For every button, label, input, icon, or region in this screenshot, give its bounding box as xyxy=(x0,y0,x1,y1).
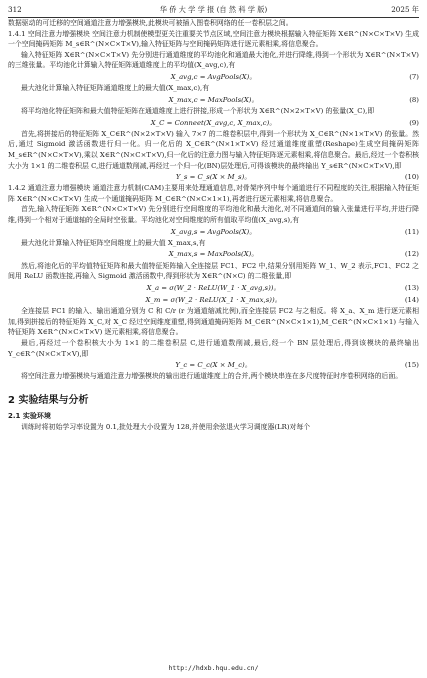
paragraph: 输入特征矩阵 X∈R^(N×C×T×V) 先分别进行通道维度的平均池化和通道最大池化,并进行降维,得到一个形状为 X∈R^(N×T×V) 的三维张量。平均池化计算输入特征矩阵通道维度上的平均值(X_avg,c),有 xyxy=(8,50,419,70)
paragraph: 全连接层 FC1 的输入、输出通道分别为 C 和 C/r (r 为通道缩减比例),而全连接层 FC2 与之相反。将 X_a、X_m 进行逐元素相加,得到拼接后的特征矩阵 X_C,对 X_C 经过空间维度重塑,得到通道掩码矩阵 M_C∈R^(N×C×1×1),M_C∈R^(N×C×1×1) 与输入特征矩阵 X∈R^(N×C×T×V) 逐元素相乘,将信息聚合。 xyxy=(8,307,419,337)
equation-number: (15) xyxy=(404,361,419,370)
equation-number: (10) xyxy=(404,173,419,182)
equation-formula: X_avg,s = AvgPools(X)。 xyxy=(170,227,257,236)
equation-number: (11) xyxy=(404,227,419,236)
subsection-heading: 2.1 实验环境 xyxy=(8,411,51,420)
subsection-channel-attention: 1.4.2 通道注意力增强模块 通道注意力机制(CAM)主要用来处理通道信息,对骨架序列中每个通道进行不同程度的关注,根据输入特征矩阵 X∈R^(N×C×T×V) 生成一个通道掩码矩阵 M_C∈R^(N×C×1×1),再者进行逐元素相乘,将信息聚合。 xyxy=(8,184,419,203)
equation-number: (7) xyxy=(409,72,419,81)
paragraph: 首先,将拼接后的特征矩阵 X_C∈R^(N×2×T×V) 输入 7×7 的二维卷积层中,得到一个形状为 X_C∈R^(N×1×T×V) 的张量。然后,通过 Sigmoid 激活函数进行归一化。归一化后的 X_C∈R^(N×1×T×V) 经过通道维度重塑(Reshape)生成空间掩码矩阵 M_s∈R^(N×C×T×V),乘以 X∈R^(N×C×T×V),归一化后的注意力图与输入特征矩阵逐元素相乘,将信息聚合。最后,经过一个卷积核大小为 1×1 的二维卷积层 C,进行通道数削减,再经过一个归一化(BN)层处理后,可得该模块的最终输出 Y_s∈R^(N×C×T×V),即 xyxy=(8,129,420,170)
equation-12 xyxy=(8,248,419,260)
publication-year: 2025 年 xyxy=(391,5,419,14)
equation-15 xyxy=(8,359,419,371)
equation-number: (9) xyxy=(409,118,419,127)
paragraph: 数据驱动的可迁移的空间通道注意力增强模块,此模块可被插入图卷积网络的任一卷积层之间。 xyxy=(8,19,293,27)
equation-number: (14) xyxy=(404,296,419,304)
paragraph: 将空间注意力增强模块与通道注意力增强模块的输出进行通道维度上的合并,两个模块串连在多尺度特征时序卷积网络的后面。 xyxy=(21,372,403,381)
equation-formula: Y_c = C_c(X × M_c)。 xyxy=(175,361,252,370)
equation-13 xyxy=(8,282,419,294)
equation-formula: X_avg,c = AvgPools(X)。 xyxy=(170,72,257,81)
paragraph: 然后,将池化后的平均值特征矩阵和最大值特征矩阵输入全连接层 FC1、FC2 中,结果分别用矩阵 W_1、W_2 表示,FC1、FC2 之间用 ReLU 函数连接,再输入 Sigmoid 激活函数中,得到形状为 X∈R^(N×C) 的二维张量,即 xyxy=(8,261,419,281)
equation-14 xyxy=(8,294,419,306)
page-number: 312 xyxy=(8,5,22,14)
paragraph: 最大池化计算输入特征矩阵空间维度上的最大值 X_max,s,有 xyxy=(21,238,206,247)
paragraph: 将平均池化特征矩阵和最大值特征矩阵在通道维度上进行拼接,形成一个形状为 X∈R^(N×2×T×V) 的张量(X_C),即 xyxy=(21,106,375,115)
equation-number: (12) xyxy=(404,250,419,259)
equation-10 xyxy=(8,171,419,183)
paragraph: 首先,输入特征矩阵 X∈R^(N×C×T×V) 先分别进行空间维度的平均池化和最大池化,对不同通道间的输入张量进行平均,并进行降维,得到一个相对于通道轴的全局时空张量。平均池化对空间维度的所有值取平均值(X_avg,s),有 xyxy=(8,205,419,225)
equation-7 xyxy=(8,71,419,83)
equation-11 xyxy=(8,226,419,238)
equation-formula: X_m = σ(W_2 · ReLU(X_1 · X_max,s))。 xyxy=(145,296,282,304)
section-heading: 2 实验结果与分析 xyxy=(8,394,89,406)
paragraph: 训练时将初始学习率设置为 0.1,批处理大小设置为 128,并使用余弦退火学习调度器(LR)对每个 xyxy=(21,422,311,431)
equation-formula: X_C = Conneet(X_avg,c, X_max,c)。 xyxy=(150,118,277,127)
equation-9 xyxy=(8,117,419,129)
equation-number: (8) xyxy=(409,95,419,104)
equation-formula: Y_s = C_s(X × M_s)。 xyxy=(175,173,252,182)
paragraph: 最后,再经过一个卷积核大小为 1×1 的二维卷积层 C,进行通道数削减,最后,经一个 BN 层处理后,得到该模块的最终输出 Y_c∈R^(N×C×T×V),即 xyxy=(8,338,419,358)
journal-name: 华 侨 大 学 学 报 (自 然 科 学 版) xyxy=(159,5,268,14)
equation-8 xyxy=(8,94,419,106)
running-header xyxy=(8,3,419,18)
equation-formula: X_max,c = MaxPools(X)。 xyxy=(168,95,259,104)
paragraph: 最大池化计算输入特征矩阵通道维度上的最大值(X_max,c),有 xyxy=(21,84,210,93)
equation-number: (13) xyxy=(404,283,419,292)
journal-url: http://hdxb.hqu.edu.cn/ xyxy=(168,664,259,672)
equation-formula: X_a = σ(W_2 · ReLU(W_1 · X_avg,s))。 xyxy=(146,283,281,292)
article-body xyxy=(8,18,419,432)
subsection-spatial-attention: 1.4.1 空间注意力增强模块 空间注意力机制使模型更关注重要关节点区域,空间注意力模块根据输入特征矩阵 X∈R^(N×C×T×V) 生成一个空间掩码矩阵 M_s∈R^(N×C×T×V),输入特征矩阵与空间掩码矩阵进行逐元素相乘,将信息聚合。 xyxy=(8,29,419,49)
equation-formula: X_max,s = MaxPools(X)。 xyxy=(168,250,259,259)
